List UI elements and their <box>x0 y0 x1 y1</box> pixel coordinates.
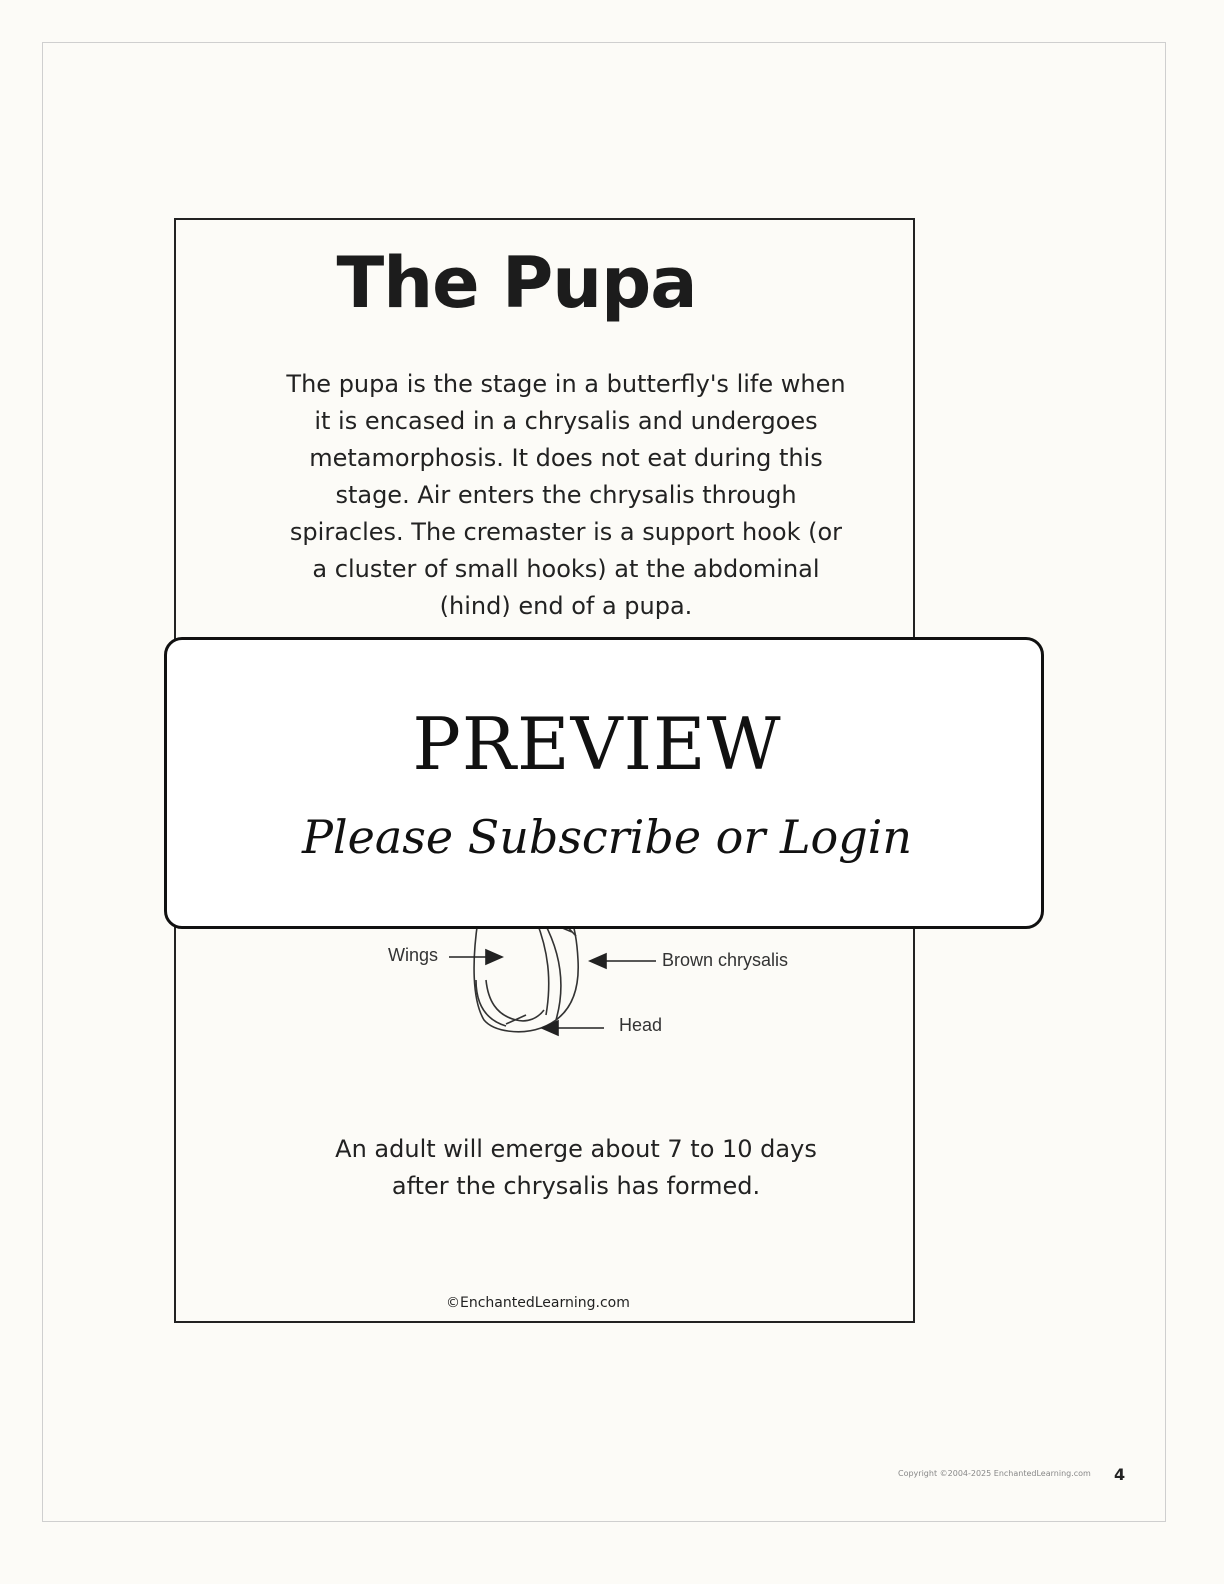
label-wings: Wings <box>388 945 439 965</box>
worksheet-paragraph: The pupa is the stage in a butterfly's life when it is encased in a chrysalis and undergoes metamorphosis. It does not eat during this stage. Air enters the chrysalis through spiracles. The cremaster is a support hook (or a cluster of small hooks) at the abdominal (hind) end of a pupa. <box>286 370 846 620</box>
worksheet-title: The Pupa <box>336 242 697 324</box>
page-number: 4 <box>1114 1465 1126 1484</box>
preview-title: PREVIEW <box>412 702 782 786</box>
worksheet-bottom-text: An adult will emerge about 7 to 10 days after the chrysalis has formed. <box>335 1135 817 1200</box>
page-copyright: Copyright ©2004-2025 EnchantedLearning.com <box>898 1469 1091 1478</box>
subscribe-login-link[interactable]: Please Subscribe or Login <box>301 810 913 864</box>
label-head: Head <box>619 1015 663 1035</box>
preview-overlay[interactable] <box>164 637 1044 929</box>
worksheet-credit: ©EnchantedLearning.com <box>446 1295 630 1311</box>
label-brown-chrysalis: Brown chrysalis <box>662 950 789 970</box>
